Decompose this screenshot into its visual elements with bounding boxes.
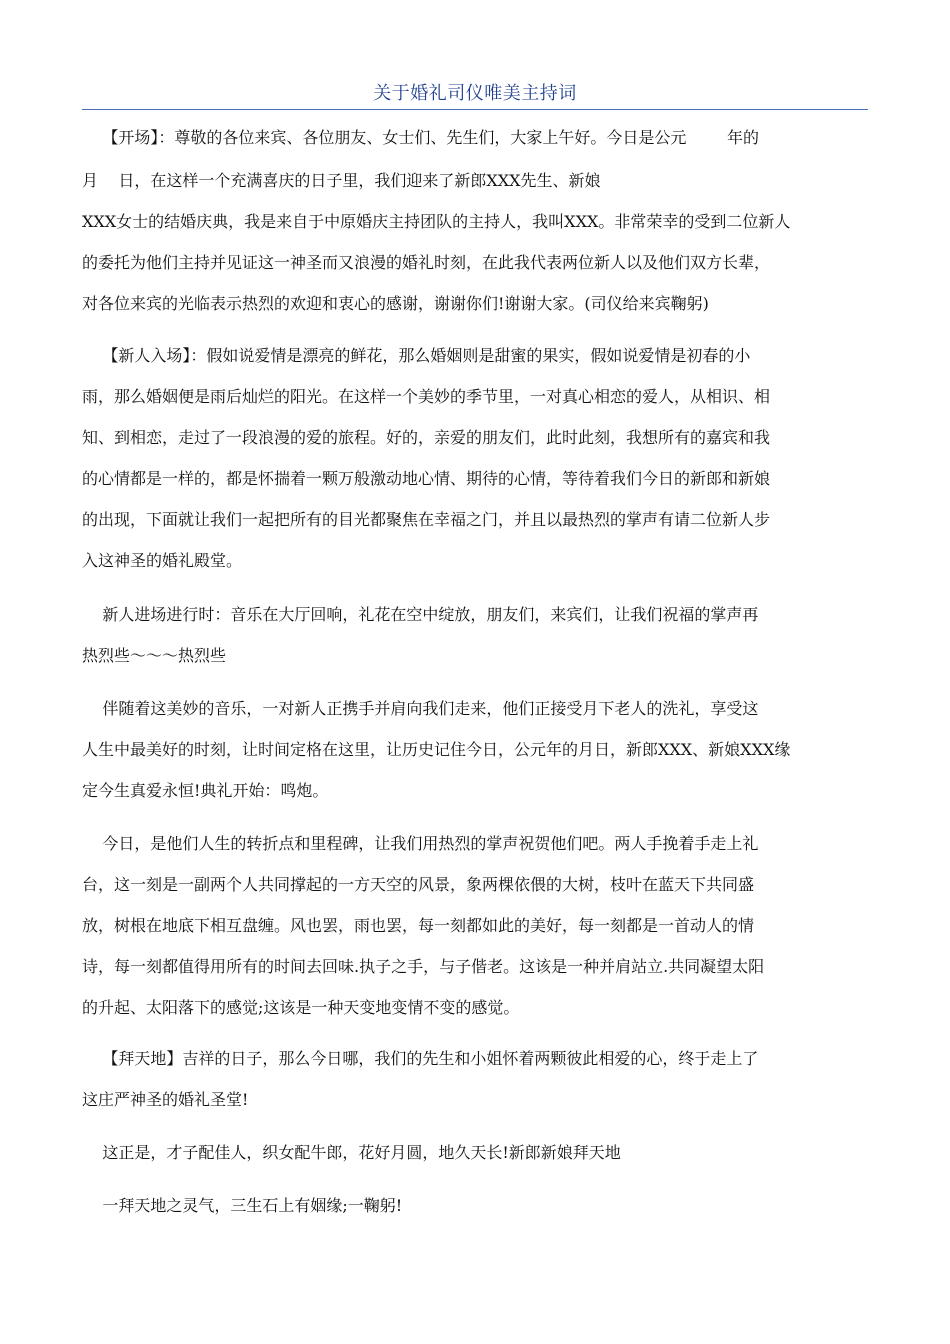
text-line: 新人进场进行时：音乐在大厅回响，礼花在空中绽放，朋友们，来宾们，让我们祝福的掌声再: [82, 605, 759, 624]
text-line: XXX女士的结婚庆典，我是来自于中原婚庆主持团队的主持人，我叫XXX。非常荣幸的受到二位新人: [82, 212, 791, 231]
text-line: 【开场】：尊敬的各位来宾、各位朋友、女士们、先生们，大家上午好。今日是公元 年的: [82, 128, 760, 147]
text-line: 的心情都是一样的，都是怀揣着一颗万般激动地心情、期待的心情，等待着我们今日的新郎和新娘: [82, 469, 771, 488]
text-line: 今日，是他们人生的转折点和里程碑，让我们用热烈的掌声祝贺他们吧。两人手挽着手走上礼: [82, 834, 759, 853]
text-line: 的升起、太阳落下的感觉;这该是一种天变地变情不变的感觉。: [82, 998, 520, 1017]
title-underline: [82, 109, 868, 110]
text-line: 伴随着这美妙的音乐，一对新人正携手并肩向我们走来，他们正接受月下老人的洗礼，享受这: [82, 699, 759, 718]
text-line: 热烈些～～～热烈些: [82, 646, 227, 665]
text-line: 入这神圣的婚礼殿堂。: [82, 551, 243, 570]
text-line: 放，树根在地底下相互盘缠。风也罢，雨也罢，每一刻都如此的美好，每一刻都是一首动人的情: [82, 916, 755, 935]
text-line: 一拜天地之灵气，三生石上有姻缘;一鞠躬!: [82, 1196, 403, 1215]
text-line: 人生中最美好的时刻，让时间定格在这里，让历史记住今日，公元年的月日，新郎XXX、新娘XXX缘: [82, 740, 791, 759]
text-line: 定今生真爱永恒!典礼开始：鸣炮。: [82, 781, 329, 800]
text-line: 这正是，才子配佳人，织女配牛郎，花好月圆，地久天长!新郎新娘拜天地: [82, 1143, 621, 1162]
document-title: 关于婚礼司仪唯美主持词: [373, 83, 577, 104]
text-line: 诗，每一刻都值得用所有的时间去回味.执子之手，与子偕老。这该是一种并肩站立.共同凝望太阳: [82, 957, 765, 976]
text-line: 月 日，在这样一个充满喜庆的日子里，我们迎来了新郎XXX先生、新娘: [82, 171, 601, 190]
text-line: 台，这一刻是一副两个人共同撑起的一方天空的风景，象两棵依偎的大树，枝叶在蓝天下共同盛: [82, 875, 755, 894]
text-line: 【新人入场】：假如说爱情是漂亮的鲜花，那么婚姻则是甜蜜的果实，假如说爱情是初春的小: [82, 346, 751, 365]
text-line: 对各位来宾的光临表示热烈的欢迎和衷心的感谢，谢谢你们!谢谢大家。(司仪给来宾鞠躬): [82, 294, 709, 313]
text-line: 的委托为他们主持并见证这一神圣而又浪漫的婚礼时刻，在此我代表两位新人以及他们双方长辈，: [82, 253, 771, 272]
text-line: 的出现，下面就让我们一起把所有的目光都聚焦在幸福之门，并且以最热烈的掌声有请二位新人步: [82, 510, 771, 529]
text-line: 雨，那么婚姻便是雨后灿烂的阳光。在这样一个美妙的季节里，一对真心相恋的爱人，从相识、相: [82, 387, 771, 406]
text-line: 知、到相恋，走过了一段浪漫的爱的旅程。好的，亲爱的朋友们，此时此刻，我想所有的嘉宾和我: [82, 428, 771, 447]
text-line: 这庄严神圣的婚礼圣堂!: [82, 1090, 249, 1109]
text-line: 【拜天地】吉祥的日子，那么今日哪，我们的先生和小姐怀着两颗彼此相爱的心，终于走上了: [82, 1049, 759, 1068]
